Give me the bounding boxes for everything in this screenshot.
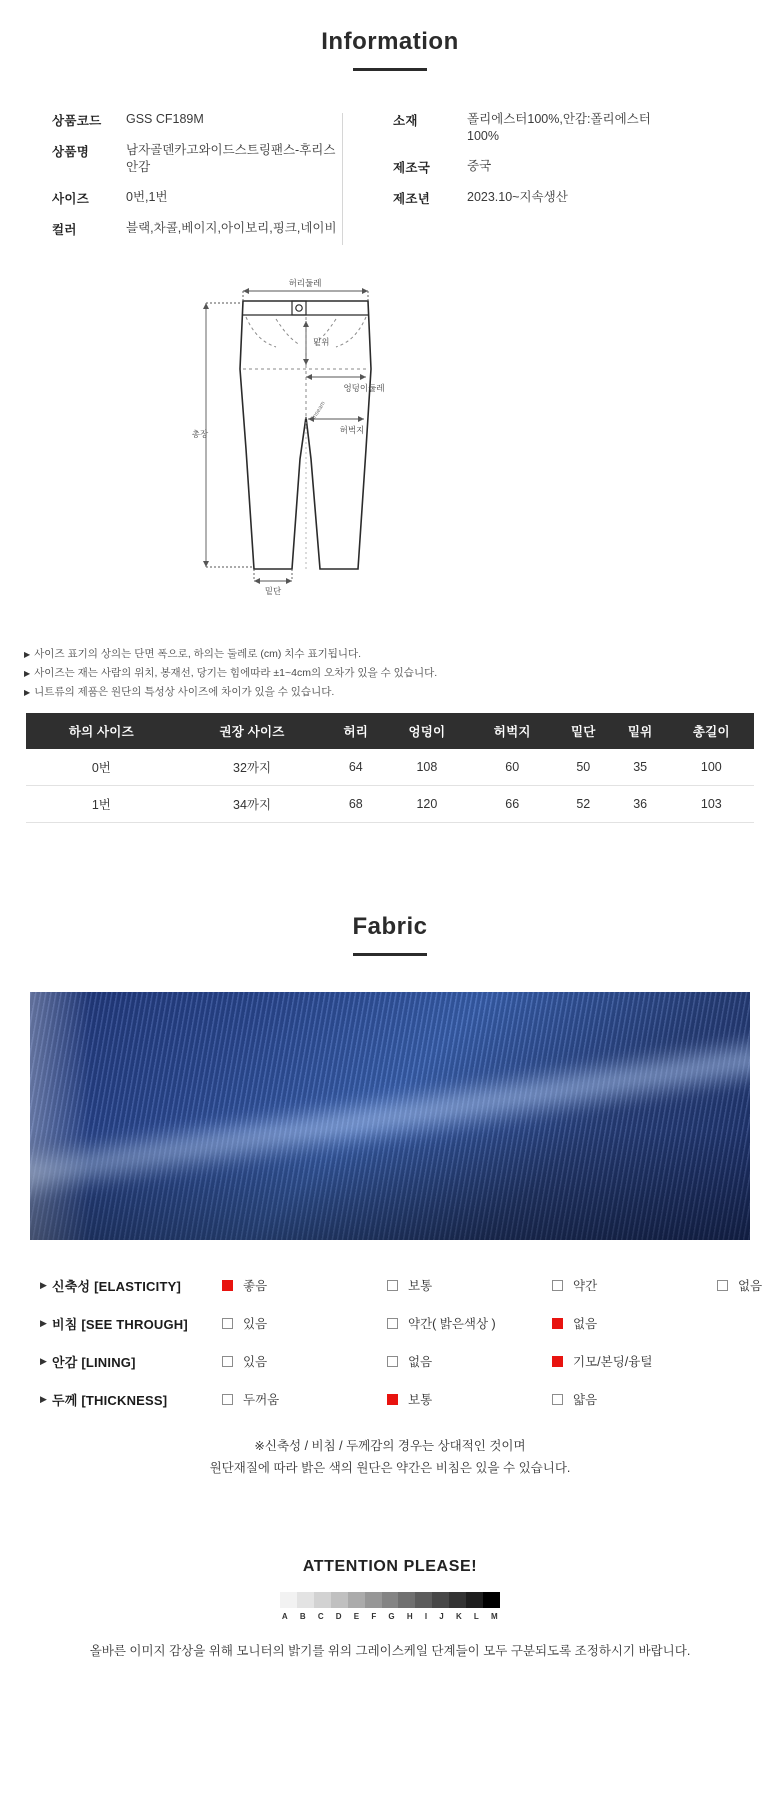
label-waist: 허리둘레 (288, 277, 322, 288)
info-row (52, 142, 342, 176)
table-header-cell: 밑단 (555, 713, 612, 749)
option-label: 보통 (408, 1279, 433, 1294)
attention-title: ATTENTION PLEASE! (302, 1558, 478, 1576)
attribute-options (222, 1390, 750, 1408)
grayscale-label: M (491, 1612, 499, 1622)
fabric-section (0, 885, 780, 956)
label-inseam: inseam (311, 400, 327, 421)
product-info-right-column (343, 111, 673, 251)
grayscale-swatch (432, 1592, 449, 1608)
table-header-cell: 하의 사이즈 (26, 713, 177, 749)
attribute-option[interactable] (387, 1314, 552, 1332)
fabric-disclaimer (0, 1436, 780, 1480)
checkbox-checked-icon[interactable] (387, 1394, 398, 1405)
table-cell: 34까지 (177, 786, 328, 823)
option-label: 없음 (573, 1317, 598, 1332)
size-table (26, 713, 754, 823)
table-cell: 66 (470, 786, 555, 823)
info-label: 컬러 (52, 222, 77, 237)
attention-description: 올바른 이미지 감상을 위해 모니터의 밝기를 위의 그레이스케일 단계들이 모두 구분되도록 조정하시기 바랍니다. (89, 1644, 691, 1659)
table-row (26, 749, 754, 786)
table-cell: 120 (384, 786, 469, 823)
title-underline (353, 953, 427, 956)
bottom-spacer (0, 1659, 780, 1705)
label-thigh: 허벅지 (339, 424, 365, 435)
table-cell: 100 (669, 749, 754, 786)
note-item (24, 647, 750, 661)
pants-measurement-svg (180, 269, 600, 629)
info-label: 제조년 (393, 191, 431, 206)
attribute-option[interactable] (222, 1352, 387, 1370)
triangle-bullet-icon: ▶ (24, 688, 31, 698)
attribute-option[interactable] (552, 1276, 717, 1294)
table-cell: 35 (612, 749, 669, 786)
attribute-label: 신축성 [ELASTICITY] (52, 1278, 181, 1294)
attribute-option[interactable] (552, 1352, 717, 1370)
table-cell: 0번 (26, 749, 177, 786)
product-info-left-column (52, 111, 342, 251)
fabric-photo (30, 992, 750, 1240)
measurement-diagram (0, 269, 780, 629)
table-cell: 32까지 (177, 749, 328, 786)
attribute-label: 두께 [THICKNESS] (52, 1392, 168, 1408)
option-label: 있음 (243, 1355, 268, 1370)
fabric-disclaimer-line: ※신축성 / 비침 / 두께감의 경우는 상대적인 것이며 (254, 1439, 526, 1454)
checkbox-checked-icon[interactable] (222, 1280, 233, 1291)
information-section (0, 0, 780, 71)
info-label: 제조국 (393, 160, 431, 175)
grayscale-labels (276, 1612, 504, 1621)
table-row (26, 786, 754, 823)
checkbox-checked-icon[interactable] (552, 1356, 563, 1367)
checkbox-icon[interactable] (222, 1318, 233, 1329)
triangle-bullet-icon: ▶ (24, 649, 31, 659)
note-item (24, 666, 750, 680)
attribute-row-thickness (30, 1380, 750, 1418)
option-label: 없음 (738, 1279, 763, 1294)
info-row (393, 189, 673, 207)
attribute-option[interactable] (222, 1314, 387, 1332)
fabric-attributes (30, 1262, 763, 1418)
checkbox-icon[interactable] (552, 1280, 563, 1291)
grayscale-label: H (406, 1612, 414, 1622)
table-cell: 36 (612, 786, 669, 823)
information-title: Information (321, 28, 459, 55)
info-label: 상품명 (52, 145, 90, 159)
table-cell: 64 (327, 749, 384, 786)
option-label: 약간 (573, 1279, 598, 1294)
table-header-cell: 엉덩이 (384, 713, 469, 749)
checkbox-icon[interactable] (387, 1280, 398, 1291)
grayscale-label: B (299, 1612, 307, 1622)
attribute-option[interactable] (552, 1390, 717, 1408)
info-row (52, 189, 342, 207)
option-label: 약간( 밝은색상 ) (408, 1317, 496, 1332)
info-value: 남자골덴카고와이드스트링팬스-후리스안감 (126, 143, 336, 174)
table-cell: 108 (384, 749, 469, 786)
grayscale-swatch (483, 1592, 500, 1608)
option-label: 기모/본딩/융털 (573, 1355, 653, 1370)
table-cell: 103 (669, 786, 754, 823)
attribute-option[interactable] (222, 1390, 387, 1408)
table-cell: 1번 (26, 786, 177, 823)
attribute-option[interactable] (717, 1276, 780, 1294)
attribute-options (222, 1314, 750, 1332)
checkbox-icon[interactable] (387, 1356, 398, 1367)
grayscale-label: K (455, 1612, 463, 1622)
info-row (393, 111, 673, 145)
table-cell: 52 (555, 786, 612, 823)
grayscale-swatch (297, 1592, 314, 1608)
note-text: 사이즈 표기의 상의는 단면 폭으로, 하의는 둘레로 (cm) 치수 표기됩니다. (34, 647, 362, 660)
label-hip: 엉덩이둘레 (343, 382, 385, 393)
triangle-bullet-icon: ▶ (40, 1393, 47, 1404)
option-label: 없음 (408, 1355, 433, 1370)
option-label: 얇음 (573, 1393, 598, 1408)
checkbox-icon[interactable] (387, 1318, 398, 1329)
table-header-cell: 총길이 (669, 713, 754, 749)
table-cell: 60 (470, 749, 555, 786)
attribute-option[interactable] (552, 1314, 717, 1332)
info-value: 폴리에스터100%,안감:폴리에스터100% (467, 112, 651, 143)
checkbox-checked-icon[interactable] (552, 1318, 563, 1329)
grayscale-swatch (466, 1592, 483, 1608)
option-label: 있음 (243, 1317, 268, 1332)
label-hem: 밑단 (264, 585, 282, 596)
grayscale-swatch (415, 1592, 432, 1608)
attribute-label: 안감 [LINING] (52, 1354, 136, 1370)
attribute-options (222, 1276, 780, 1294)
note-item (24, 685, 750, 699)
info-value: 블랙,차콜,베이지,아이보리,핑크,네이비 (126, 220, 337, 235)
info-row (393, 158, 673, 176)
option-label: 두꺼움 (243, 1393, 280, 1408)
table-cell: 68 (327, 786, 384, 823)
checkbox-icon[interactable] (717, 1280, 728, 1291)
label-rise: 밑위 (313, 336, 330, 347)
attribute-option[interactable] (387, 1352, 552, 1370)
grayscale-swatch (314, 1592, 331, 1608)
note-text: 사이즈는 재는 사람의 위치, 봉재선, 당기는 힘에따라 ±1~4cm의 오차가 있을 수 있습니다. (34, 666, 438, 679)
attribute-options (222, 1352, 750, 1370)
attribute-row-lining (30, 1342, 750, 1380)
attribute-option[interactable] (387, 1390, 552, 1408)
option-label: 보통 (408, 1393, 433, 1408)
info-label: 소재 (393, 114, 418, 128)
grayscale-label: J (439, 1612, 445, 1622)
info-label: 상품코드 (52, 114, 102, 128)
table-header-cell: 밑위 (612, 713, 669, 749)
grayscale-swatch (365, 1592, 382, 1608)
info-row (52, 220, 342, 238)
info-value: 중국 (467, 158, 492, 173)
table-cell: 50 (555, 749, 612, 786)
attribute-option[interactable] (222, 1276, 387, 1294)
attribute-row-elasticity (30, 1266, 763, 1304)
grayscale-label: L (473, 1612, 480, 1622)
grayscale-label: E (353, 1612, 360, 1622)
table-header-cell: 허리 (327, 713, 384, 749)
grayscale-swatch (449, 1592, 466, 1608)
label-total-length: 총장 (191, 428, 209, 439)
grayscale-label: I (424, 1612, 428, 1622)
grayscale-swatch (348, 1592, 365, 1608)
title-underline (353, 68, 427, 71)
note-text: 니트류의 제품은 원단의 특성상 사이즈에 차이가 있을 수 있습니다. (34, 686, 335, 699)
table-header-row (26, 713, 754, 749)
info-value: 0번,1번 (126, 189, 168, 204)
table-header-cell: 권장 사이즈 (177, 713, 328, 749)
grayscale-swatch (382, 1592, 399, 1608)
info-label: 사이즈 (52, 191, 90, 206)
triangle-bullet-icon: ▶ (24, 668, 31, 678)
table-header-cell: 허벅지 (470, 713, 555, 749)
triangle-bullet-icon: ▶ (40, 1317, 47, 1328)
fabric-title: Fabric (352, 913, 428, 941)
grayscale-strip (280, 1592, 500, 1608)
size-notes (0, 639, 780, 700)
triangle-bullet-icon: ▶ (40, 1355, 47, 1366)
attribute-option[interactable] (387, 1276, 552, 1294)
info-row (52, 111, 342, 129)
grayscale-swatch (280, 1592, 297, 1608)
grayscale-label: A (281, 1612, 289, 1622)
info-value: GSS CF189M (126, 112, 204, 126)
info-value: 2023.10~지속생산 (467, 189, 568, 204)
checkbox-icon[interactable] (552, 1394, 563, 1405)
option-label: 좋음 (243, 1279, 268, 1294)
grayscale-label: C (317, 1612, 325, 1622)
checkbox-icon[interactable] (222, 1394, 233, 1405)
grayscale-swatch (331, 1592, 348, 1608)
triangle-bullet-icon: ▶ (40, 1279, 47, 1290)
grayscale-label: G (388, 1612, 396, 1622)
grayscale-label: F (371, 1612, 377, 1622)
product-info-block (0, 111, 780, 251)
attribute-row-see-through (30, 1304, 750, 1342)
checkbox-icon[interactable] (222, 1356, 233, 1367)
grayscale-label: D (335, 1612, 343, 1622)
fabric-disclaimer-line: 원단재질에 따라 밝은 색의 원단은 약간은 비침은 있을 수 있습니다. (209, 1461, 571, 1476)
grayscale-swatch (398, 1592, 415, 1608)
attention-section (0, 1558, 780, 1659)
attribute-label: 비침 [SEE THROUGH] (52, 1316, 188, 1332)
fabric-shadow (30, 1129, 750, 1241)
